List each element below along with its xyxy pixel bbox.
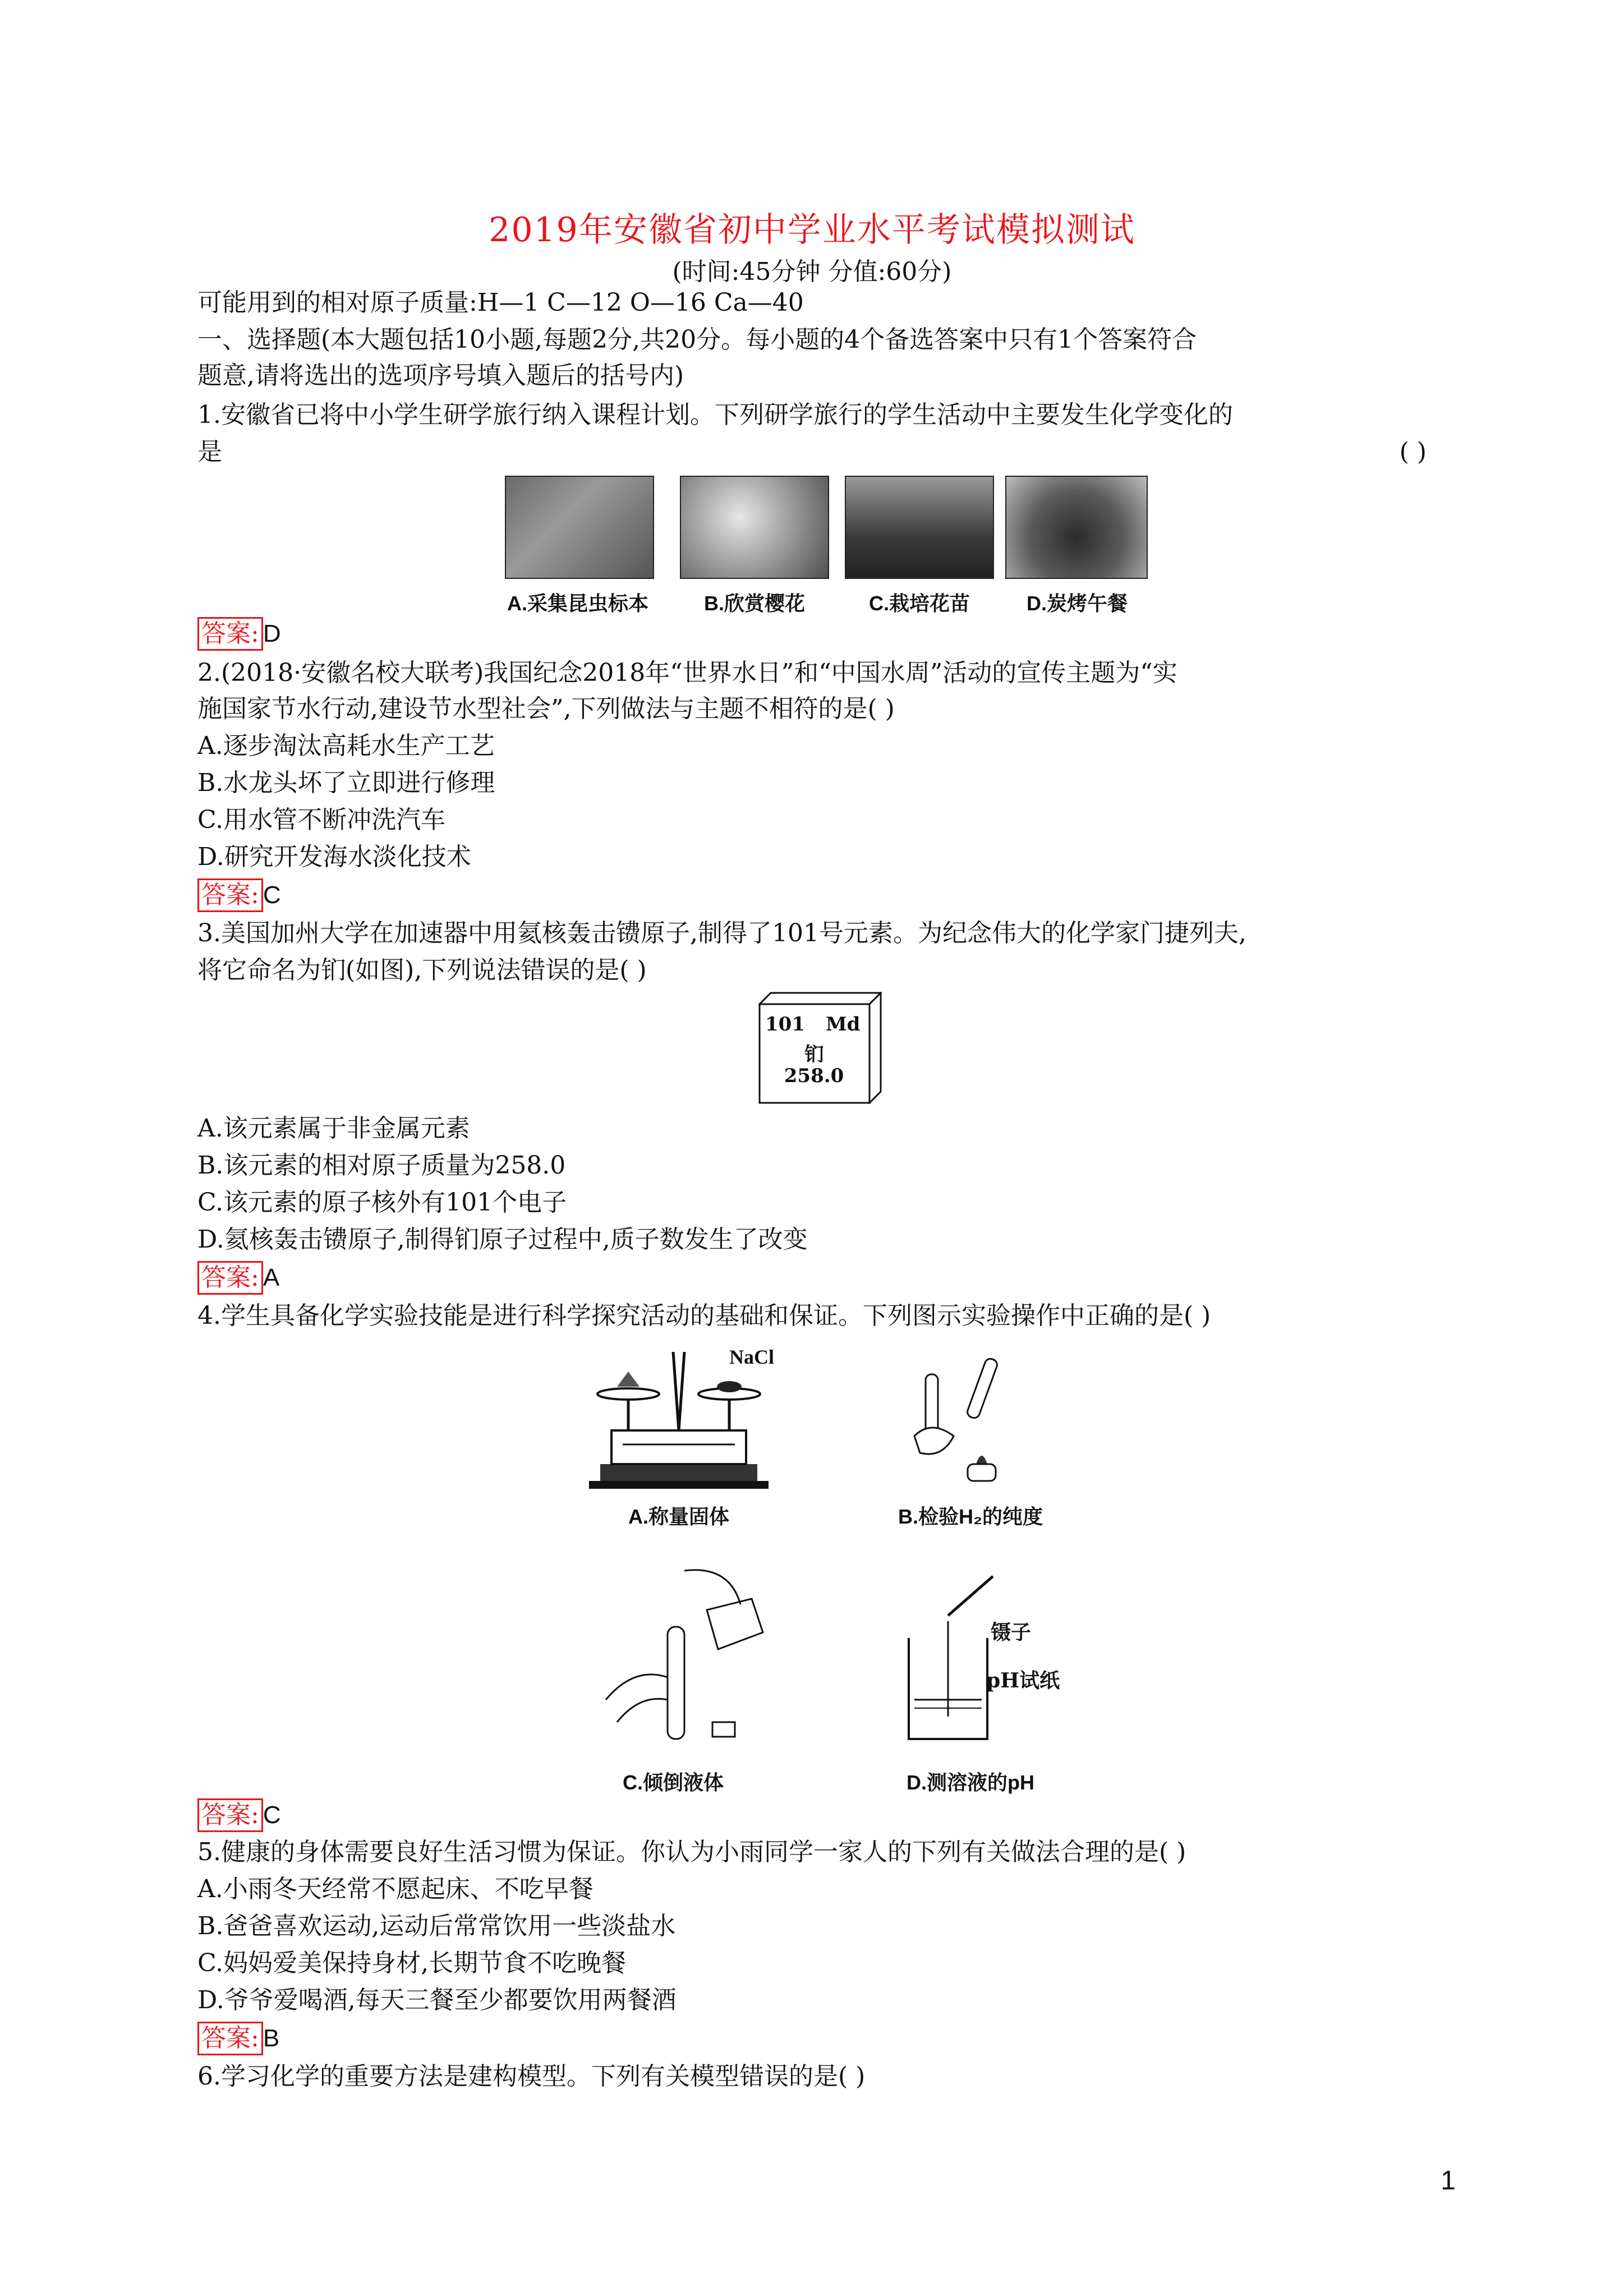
q1-caption-b: B.欣赏樱花 [703,592,805,615]
q1-answer-paren: ( ) [1399,438,1427,466]
q4-caption-c: C.倾倒液体 [622,1771,724,1794]
element-number: 101 [765,1013,805,1036]
q5-option-c: C.妈妈爱美保持身材,长期节食不吃晚餐 [197,1949,627,1977]
q3-option-d: D.氦核轰击镄原子,制得钔原子过程中,质子数发生了改变 [197,1225,808,1254]
q4-answer-value: C [263,1801,281,1829]
exam-info: (时间:45分钟 分值:60分) [672,257,952,286]
q5-option-a: A.小雨冬天经常不愿起床、不吃早餐 [197,1875,594,1903]
q5-option-b: B.爸爸喜欢运动,运动后常常饮用一些淡盐水 [197,1912,676,1940]
q1-answer [197,617,281,651]
q1-answer-value: D [263,620,281,647]
q3-answer-value: A [263,1264,280,1291]
q1-caption-a: A.采集昆虫标本 [507,592,648,615]
q4-caption-d: D.测溶液的pH [907,1771,1034,1794]
q4-text: 4.学生具备化学实验技能是进行科学探究活动的基础和保证。下列图示实验操作中正确的是( ) [197,1301,1211,1330]
q1-image-bbq [1005,476,1148,579]
q4-illustration-ph [898,1571,999,1750]
q2-option-a: A.逐步淘汰高耗水生产工艺 [197,731,495,760]
q2-option-b: B.水龙头坏了立即进行修理 [197,769,495,797]
q2-text-line2: 施国家节水行动,建设节水型社会”,下列做法与主题不相符的是( ) [197,694,895,723]
q4-answer [197,1798,281,1832]
section-instructions-line1: 一、选择题(本大题包括10小题,每题2分,共20分。每小题的4个备选答案中只有1个答案符合 [197,325,1197,354]
q6-text: 6.学习化学的重要方法是建构模型。下列有关模型错误的是( ) [197,2062,866,2091]
q1-image-seedlings [845,476,994,579]
q1-text-line1: 1.安徽省已将中小学生研学旅行纳入课程计划。下列研学旅行的学生活动中主要发生化学变化的 [197,401,1233,429]
answer-label: 答案: [197,878,263,912]
q4-label-tweezers: 镊子 [991,1621,1032,1644]
q1-caption-c: C.栽培花苗 [868,592,970,615]
q4-illustration-h2-test [909,1352,1021,1487]
q2-option-d: D.研究开发海水淡化技术 [197,843,471,871]
q3-answer [197,1261,279,1295]
q5-text: 5.健康的身体需要良好生活习惯为保证。你认为小雨同学一家人的下列有关做法合理的是( ) [197,1838,1186,1866]
answer-label: 答案: [197,2022,263,2055]
q1-text-end: 是 [197,438,222,466]
q5-answer [197,2022,279,2055]
q2-answer-value: C [263,881,281,909]
q2-answer [197,878,281,912]
q2-option-c: C.用水管不断冲洗汽车 [197,806,446,834]
q2-text-line1: 2.(2018·安徽名校大联考)我国纪念2018年“世界水日”和“中国水周”活动的宣传主题为“实 [197,659,1177,687]
answer-label: 答案: [197,1261,263,1295]
q1-image-insects [505,476,654,579]
answer-label: 答案: [197,617,263,651]
q3-option-c: C.该元素的原子核外有101个电子 [197,1188,567,1217]
q5-option-d: D.爷爷爱喝酒,每天三餐至少都要饮用两餐酒 [197,1986,677,2014]
element-mass: 258.0 [784,1065,844,1087]
q4-label-nacl: NaCl [729,1346,774,1368]
q1-text-line2 [197,435,1427,469]
q3-option-a: A.该元素属于非金属元素 [197,1114,470,1143]
q4-caption-b: B.检验H₂的纯度 [898,1505,1043,1528]
element-name: 钔 [804,1043,823,1066]
answer-label: 答案: [197,1798,263,1832]
q4-label-ph-paper: pH试纸 [986,1669,1060,1692]
q4-caption-a: A.称量固体 [628,1505,729,1528]
q5-answer-value: B [263,2024,280,2052]
page-title: 2019年安徽省初中学业水平考试模拟测试 [489,210,1135,250]
q3-text-line1: 3.美国加州大学在加速器中用氦核轰击镄原子,制得了101号元素。为纪念伟大的化学家门捷列夫, [197,919,1246,947]
element-symbol: Md [826,1013,861,1036]
page-number: 1 [1441,2166,1456,2196]
q4-illustration-pouring [595,1565,774,1750]
q1-caption-d: D.炭烤午餐 [1026,592,1128,615]
section-instructions-line2: 题意,请将选出的选项序号填入题后的括号内) [197,361,684,390]
q3-option-b: B.该元素的相对原子质量为258.0 [197,1151,566,1180]
q3-text-line2: 将它命名为钔(如图),下列说法错误的是( ) [197,956,647,984]
element-card-md [758,992,882,1104]
atomic-mass-note: 可能用到的相对原子质量:H—1 C—12 O—16 Ca—40 [197,288,804,317]
q1-image-blossoms [680,476,829,579]
